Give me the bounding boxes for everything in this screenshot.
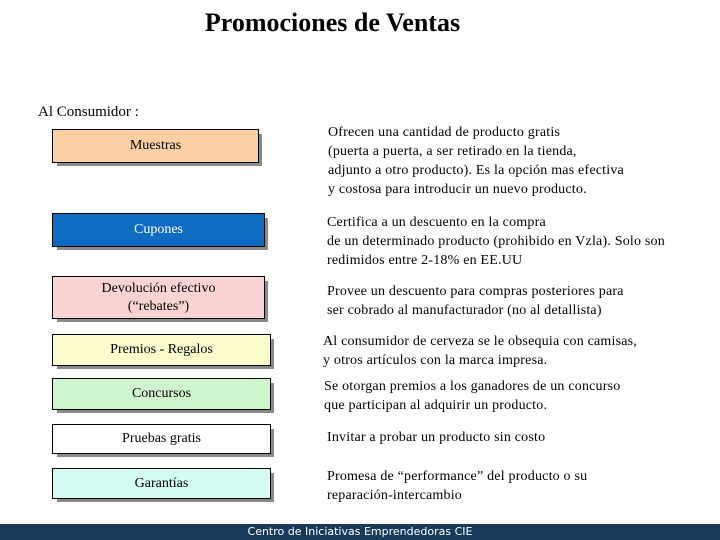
desc-cupones: Certifica a un descuento en la compra de un determinado producto (prohibido en Vzla). Solo son redimidos entre 2-18% en EE.UU — [327, 215, 665, 268]
desc-pruebas: Invitar a probar un producto sin costo — [327, 430, 546, 445]
section-subtitle: Al Consumidor : — [38, 104, 139, 120]
desc-devolucion: Provee un descuento para compras posteriores para ser cobrado al manufacturador (no al detallista) — [327, 284, 624, 318]
box-label: Cupones — [134, 222, 183, 237]
box-label: Muestras — [129, 138, 182, 153]
box-devolucion — [52, 276, 265, 319]
footer-text: Centro de Iniciativas Emprendedoras CIE — [247, 525, 473, 538]
desc-garantias: Promesa de “performance” del producto o su reparación-intercambio — [327, 469, 588, 503]
footer-bar — [0, 524, 720, 540]
desc-concursos: Se otorgan premios a los ganadores de un concurso que participan al adquirir un producto. — [324, 379, 621, 413]
box-garantias — [52, 468, 271, 499]
box-label: Pruebas gratis — [122, 431, 201, 446]
desc-premios: Al consumidor de cerveza se le obsequia con camisas, y otros artículos con la marca impresa. — [323, 334, 638, 368]
page-title: Promociones de Ventas — [204, 8, 461, 37]
box-concursos — [52, 378, 271, 410]
box-premios — [52, 334, 271, 366]
box-muestras — [52, 129, 259, 163]
desc-muestras: Ofrecen una cantidad de producto gratis (puerta a puerta, a ser retirado en la tienda, adjunto a otro producto). Es la opción mas efectiva y costosa para introducir un nuevo producto. — [328, 125, 624, 197]
box-cupones — [52, 213, 265, 247]
box-label: Premios - Regalos — [110, 342, 213, 357]
box-label: Devolución efectivo (“rebates”) — [101, 280, 216, 314]
box-pruebas — [52, 424, 271, 454]
box-label: Garantías — [134, 475, 189, 491]
box-label: Concursos — [131, 386, 192, 401]
